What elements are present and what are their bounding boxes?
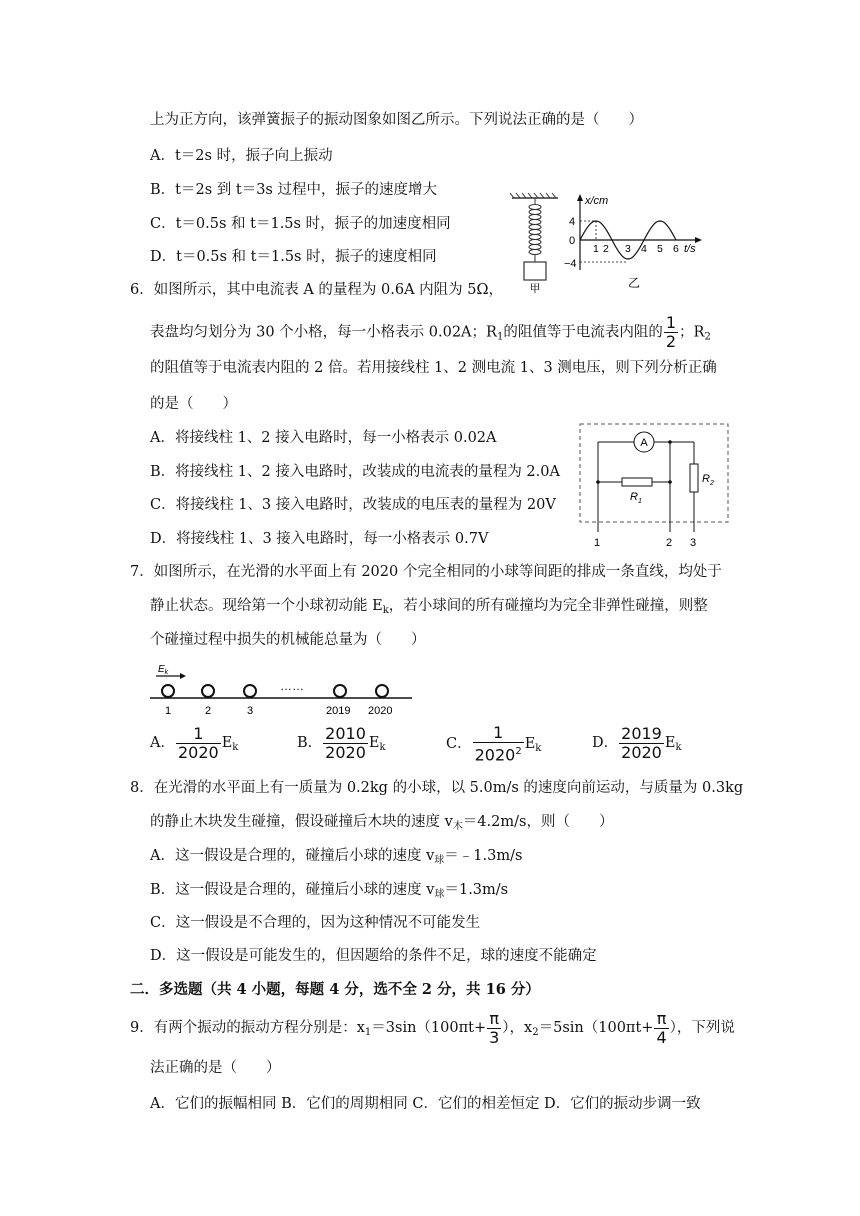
q6-line3: 的阻值等于电流表内阻的 2 倍。若用接线柱 1、2 测电流 1、3 测电压，则下列分析正确 <box>150 360 717 376</box>
x-tick-2: 2 <box>603 243 609 255</box>
balls-in-line-figure <box>150 660 420 720</box>
q9-line2: 法正确的是（ ） <box>150 1060 281 1076</box>
q7-line1: 7．如图所示，在光滑的水平面上有 2020 个完全相同的小球等间距的排成一条直线，均处于 <box>130 564 722 580</box>
q6-option-b: B．将接线柱 1、2 接入电路时，改装成的电流表的量程为 2.0A <box>150 464 560 480</box>
terminal-2: 2 <box>666 537 673 549</box>
terminal-1: 1 <box>594 537 601 549</box>
q5-option-c: C．t＝0.5s 和 t＝1.5s 时，振子的加速度相同 <box>150 216 451 232</box>
q9-options: A．它们的振幅相同 B．它们的周期相同 C．它们的相差恒定 D．它们的振动步调一致 <box>150 1096 701 1112</box>
y-tick-neg4: −4 <box>564 258 577 270</box>
fraction-pi-over-4: $\frac{\pi}{4}$ <box>656 1008 667 1047</box>
q6-line4: 的是（ ） <box>150 396 237 412</box>
q8-option-d: D．这一假设是可能发生的，但因题给的条件不足，球的速度不能确定 <box>150 948 597 964</box>
ball-label-3: 3 <box>247 705 254 717</box>
ball-label-2019: 2019 <box>326 705 351 717</box>
q8-option-c: C．这一假设是不合理的，因为这种情况不可能发生 <box>150 915 481 931</box>
resistor-r1 <box>622 478 652 486</box>
figure-jia-label: 甲 <box>529 283 541 295</box>
q7-option-d: D． $\frac{2019}{2020}$ $E_k$ <box>592 723 682 762</box>
q5-stem: 上为正方向，该弹簧振子的振动图象如图乙所示。下列说法正确的是（ ） <box>150 112 643 128</box>
x-tick-1: 1 <box>593 243 599 255</box>
y-tick-4: 4 <box>569 216 576 228</box>
q6-line1: 6．如图所示，其中电流表 A 的量程为 0.6A 内阻为 5Ω， <box>130 282 504 298</box>
ball-label-1: 1 <box>165 705 172 717</box>
q8-option-a: A．这一假设是合理的，碰撞后小球的速度 $v_球=﹣1.3m/s$ <box>150 848 523 866</box>
q7-option-b: B． $\frac{2010}{2020}$ $E_k$ <box>297 723 386 762</box>
ellipsis-dots: …… <box>280 679 304 693</box>
q6-line2: 表盘均匀划分为 30 个小格，每一小格表示 0.02A；$R_1$的阻值等于电流表内阻的 $\frac{1}{2}$ ；$R_2$ <box>150 313 711 351</box>
q5-option-b: B．t＝2s 到 t＝3s 过程中，振子的速度增大 <box>150 182 437 198</box>
r1-label: $R_1$ <box>630 491 642 505</box>
q6-option-a: A．将接线柱 1、2 接入电路时，每一小格表示 0.02A <box>150 430 497 446</box>
resistor-r2 <box>690 464 698 492</box>
q8-line2: 的静止木块发生碰撞，假设碰撞后木块的速度 $v_木=4.2m/s$，则（ ） <box>150 814 614 832</box>
q6-option-d: D．将接线柱 1、3 接入电路时，每一小格表示 0.7V <box>150 531 489 547</box>
x-tick-6: 6 <box>673 243 679 255</box>
x-tick-4: 4 <box>641 243 647 255</box>
q5-option-d: D．t＝0.5s 和 t＝1.5s 时，振子的速度相同 <box>150 249 437 265</box>
q7-line2: 静止状态。现给第一个小球初动能 $E_k$，若小球间的所有碰撞均为完全非弹性碰撞，则整 <box>150 598 708 616</box>
x-axis-label: t/s <box>684 243 696 255</box>
ammeter-label: A <box>640 437 648 449</box>
ball-label-2: 2 <box>205 705 212 717</box>
fraction-pi-over-3: $\frac{\pi}{3}$ <box>489 1008 500 1047</box>
q5-option-a: A．t＝2s 时，振子向上振动 <box>150 148 333 164</box>
x-tick-5: 5 <box>657 243 663 255</box>
figure-yi-label: 乙 <box>628 276 641 290</box>
q8-option-b: B．这一假设是合理的，碰撞后小球的速度 $v_球=1.3m/s$ <box>150 882 509 900</box>
terminal-3: 3 <box>690 537 697 549</box>
y-axis-label: x/cm <box>585 195 609 207</box>
oscillation-graph <box>566 192 716 292</box>
q6-option-c: C．将接线柱 1、3 接入电路时，改装成的电压表的量程为 20V <box>150 497 556 513</box>
x-tick-3: 3 <box>625 243 631 255</box>
fraction-one-half: $\frac{1}{2}$ <box>665 313 677 351</box>
section-heading-multiple-choice: 二．多选题（共 4 小题，每题 4 分，选不全 2 分，共 16 分） <box>130 981 540 998</box>
q9-line1: 9．有两个振动的振动方程分别是：$x_1=3\sin(100\pi t+$ $\frac{\pi}{3}$ ），$x_2=5\sin(100\pi t+$ $\frac{\pi}{4}$ ），下列说 <box>130 1008 735 1047</box>
ek-arrow-label: $E_k$ <box>158 664 169 676</box>
y-tick-0: 0 <box>569 235 576 247</box>
circuit-diagram <box>576 420 732 550</box>
q7-line3: 个碰撞过程中损失的机械能总量为（ ） <box>150 632 426 648</box>
q8-line1: 8．在光滑的水平面上有一质量为 0.2kg 的小球，以 5.0m/s 的速度向前运动，与质量为 0.3kg <box>130 780 744 796</box>
r2-label: $R_2$ <box>702 473 714 487</box>
q7-option-a: A． $\frac{1}{2020}$ $E_k$ <box>150 723 239 762</box>
q7-option-c: C． $\frac{1}{2020^2}$ $E_k$ <box>446 723 542 765</box>
ball-label-2020: 2020 <box>368 705 393 717</box>
spring-oscillator-figure <box>500 192 570 295</box>
